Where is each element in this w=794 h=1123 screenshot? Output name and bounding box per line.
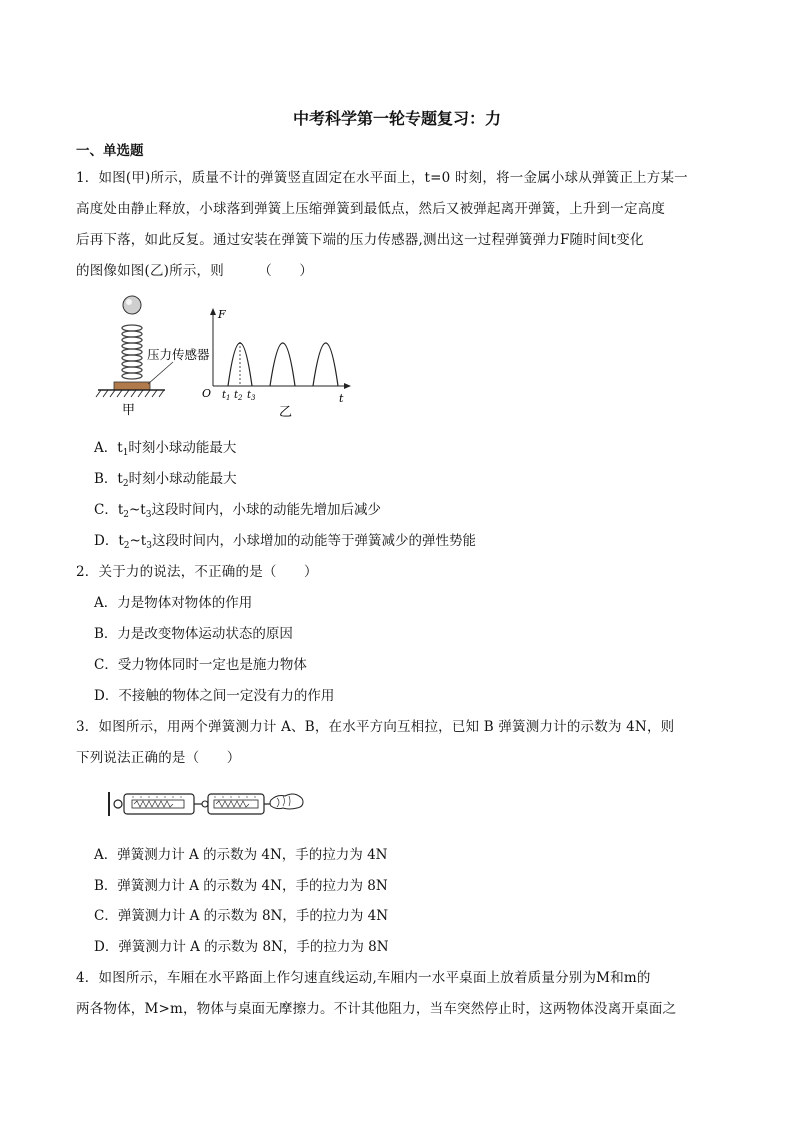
q3-option-d: D．弹簧测力计 A 的示数为 8N，手的拉力为 8N	[94, 939, 389, 955]
q4-line-1: 4．如图所示，车厢在水平路面上作匀速直线运动,车厢内一水平桌面上放着质量分别为M和m的	[76, 970, 651, 986]
q3-option-a: A．弹簧测力计 A 的示数为 4N，手的拉力为 4N	[94, 847, 388, 863]
section-heading: 一、单选题	[76, 143, 144, 159]
q1-option-b: B．$t_2$时刻小球动能最大	[94, 471, 237, 489]
q3-figure	[105, 786, 305, 822]
q1-option-d: D．$t_2\sim t_3$这段时间内，小球增加的动能等于弹簧减少的弹性势能	[94, 533, 476, 551]
label-yi: 乙	[279, 405, 293, 420]
spring	[122, 325, 142, 379]
q2-option-c: C．受力物体同时一定也是施力物体	[94, 657, 307, 673]
label-jia: 甲	[122, 403, 136, 418]
q2-option-d: D．不接触的物体之间一定没有力的作用	[94, 688, 335, 704]
metal-ball	[123, 296, 141, 314]
sensor-label: 压力传感器	[147, 347, 210, 362]
tick-t2: $t_2$	[234, 390, 243, 402]
q3-line-2: 下列说法正确的是（ ）	[76, 750, 241, 766]
page-title: 中考科学第一轮专题复习：力	[292, 109, 501, 128]
q2-stem: 2．关于力的说法，不正确的是（ ）	[76, 564, 318, 580]
q1-line-2: 高度处由静止释放，小球落到弹簧上压缩弹簧到最低点，然后又被弹起离开弹簧，上升到一定高度	[76, 201, 666, 217]
pressure-sensor	[114, 382, 150, 390]
q2-option-a: A．力是物体对物体的作用	[94, 595, 253, 611]
spring-scale-a	[208, 794, 264, 814]
tick-t3: $t_3$	[247, 390, 256, 402]
q1-figure	[95, 290, 360, 420]
q3-option-c: C．弹簧测力计 A 的示数为 8N，手的拉力为 4N	[94, 908, 389, 924]
hand-icon	[270, 794, 303, 809]
spring-scale-b	[124, 794, 194, 814]
q1-line-4: 的图像如图(乙)所示，则 （ ）	[76, 263, 314, 279]
force-time-graph	[202, 308, 351, 420]
q1-line-3: 后再下落，如此反复。通过安装在弹簧下端的压力传感器,测出这一过程弹簧弹力F随时间t变化	[76, 232, 644, 248]
q1-line-1: 1．如图(甲)所示，质量不计的弹簧竖直固定在水平面上，t=0 时刻，将一金属小球从弹簧正上方某一	[76, 170, 688, 186]
q2-option-b: B．力是改变物体运动状态的原因	[94, 626, 293, 642]
q1-option-a: A．$t_1$时刻小球动能最大	[94, 440, 237, 458]
q3-option-b: B．弹簧测力计 A 的示数为 4N，手的拉力为 8N	[94, 878, 388, 894]
origin-label: O	[202, 387, 212, 400]
q1-option-c: C．$t_2\sim t_3$这段时间内，小球的动能先增加后减少	[94, 502, 381, 520]
axis-label-f: F	[218, 308, 226, 321]
tick-t1: $t_1$	[222, 390, 231, 402]
axis-label-t: t	[339, 392, 344, 405]
q3-line-1: 3．如图所示，用两个弹簧测力计 A、B，在水平方向互相拉，已知 B 弹簧测力计的示数为 4N，则	[76, 719, 675, 735]
q4-line-2: 两各物体，M>m，物体与桌面无摩擦力。不计其他阻力，当车突然停止时，这两物体没离开桌面之	[76, 1001, 677, 1017]
